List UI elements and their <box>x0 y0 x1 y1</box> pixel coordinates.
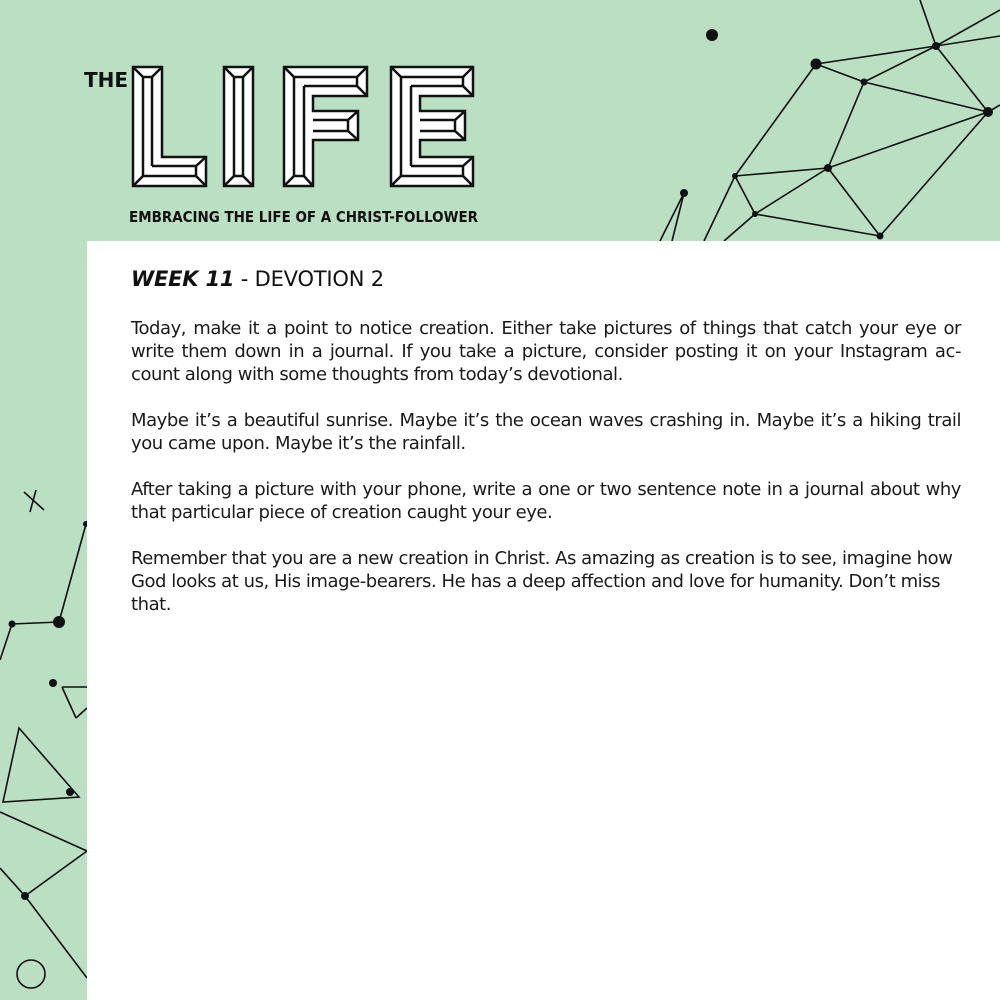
paragraph: Remember that you are a new creation in Christ. As amazing as creation is to see, imagine how God looks at us, His image-bearers. He has a deep affection and love for humanity. Don’t miss that. <box>131 548 953 615</box>
week-label: WEEK 11 <box>131 267 235 291</box>
logo-tagline: EMBRACING THE LIFE OF A CHRIST-FOLLOWER <box>129 208 479 226</box>
the-life-logo <box>84 64 484 234</box>
paragraph: Today, make it a point to notice creation. Either take pictures of things that catch your eye or write them down in a journal. If you take a picture, consider posting it on your Instagram ac-count along with some thoughts from today’s devotional. <box>131 318 961 385</box>
logo-the-text: THE <box>84 68 129 92</box>
devotion-label: DEVOTION 2 <box>254 267 384 291</box>
paragraph: Maybe it’s a beautiful sunrise. Maybe it’s the ocean waves crashing in. Maybe it’s a hiking trail you came upon. Maybe it’s the rainfall. <box>131 410 961 454</box>
paragraph: After taking a picture with your phone, write a one or two sentence note in a journal about why that particular piece of creation caught your eye. <box>131 479 961 523</box>
devotion-card <box>87 241 1000 1000</box>
devotion-body <box>131 317 961 639</box>
heading-separator: - <box>234 267 255 291</box>
devotion-heading <box>131 267 384 291</box>
